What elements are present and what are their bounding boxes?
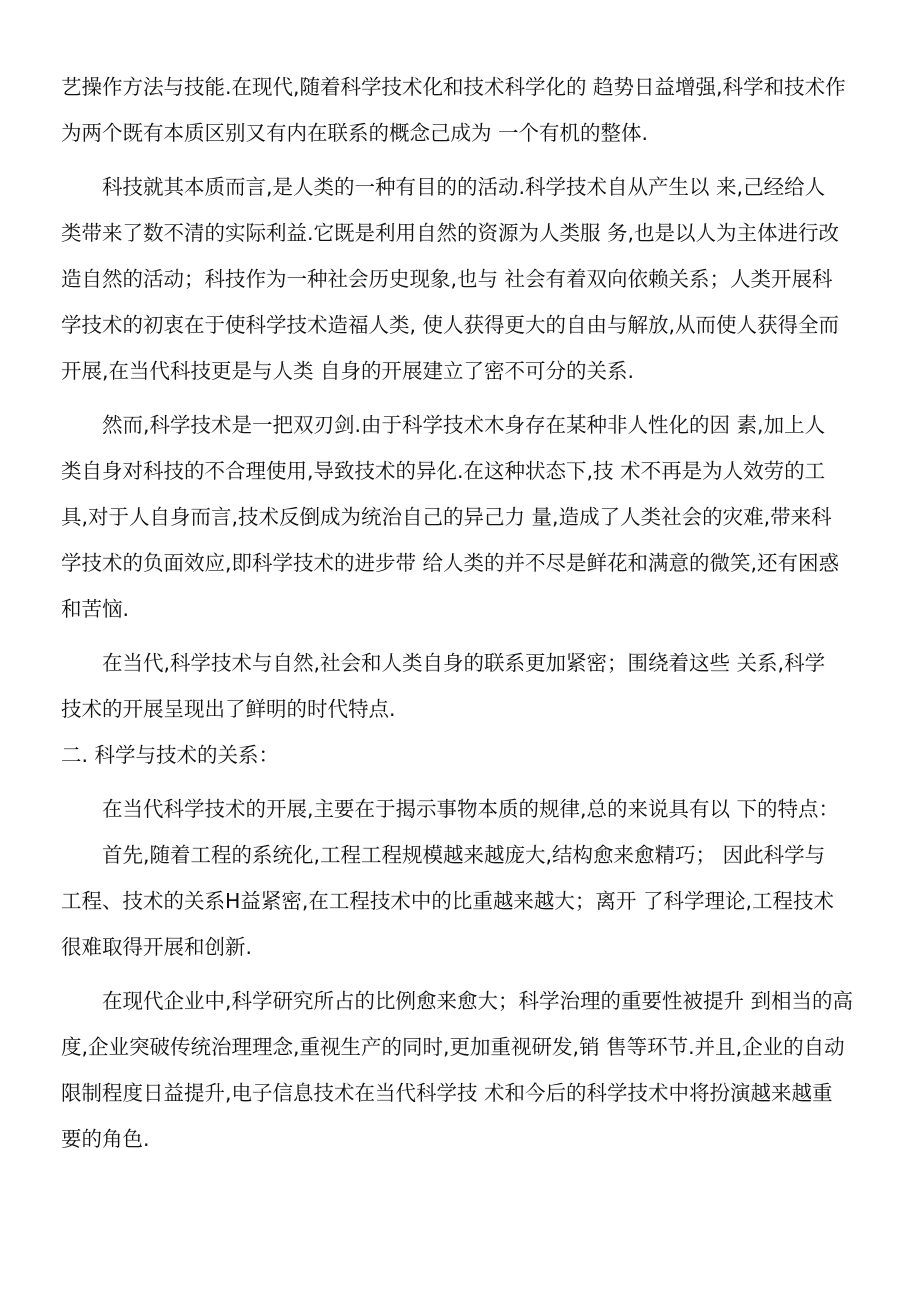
text-line: 很难取得开展和创新. xyxy=(61,935,253,959)
text-line: 在当代科学技术的开展,主要在于揭示事物本质的规律,总的来说具有以 下的特点： xyxy=(102,797,840,821)
text-line: 艺操作方法与技能.在现代,随着科学技术化和技术科学化的 趋势日益增强,科学和技术作 xyxy=(61,75,846,99)
document-body xyxy=(61,64,861,1162)
text-line: 学技术的初衷在于使科学技术造福人类, 使人获得更大的自由与解放,从而使人获得全而 xyxy=(61,313,840,337)
text-line: 类带来了数不清的实际利益.它既是利用自然的资源为人类服 务,也是以人为主体进行改 xyxy=(61,221,840,245)
text-line: 首先,随着工程的系统化,工程工程规模越来越庞大,结构愈来愈精巧； 因此科学与 xyxy=(102,843,826,867)
text-line: 类自身对科技的不合理使用,导致技术的异化.在这种状态下,技 术不再是为人效劳的工 xyxy=(61,459,826,483)
text-line: 然而,科学技术是一把双刃剑.由于科学技术木身存在某种非人性化的因 素,加上人 xyxy=(102,413,826,437)
text-line: 造自然的活动；科技作为一种社会历史现象,也与 社会有着双向依赖关系；人类开展科 xyxy=(61,267,833,291)
text-line: 为两个既有本质区别又有内在联系的概念己成为 一个有机的整体. xyxy=(61,121,649,145)
text-line: 在现代企业中,科学研究所占的比例愈来愈大；科学治理的重要性被提升 到相当的高 xyxy=(102,989,854,1013)
text-line: 技术的开展呈现出了鲜明的时代特点. xyxy=(61,697,396,721)
section-heading: 二. 科学与技术的关系： xyxy=(61,743,280,767)
text-line: 在当代,科学技术与自然,社会和人类自身的联系更加紧密；围绕着这些 关系,科学 xyxy=(102,651,826,675)
text-line: 要的角色. xyxy=(61,1127,150,1151)
text-line: 度,企业突破传统治理理念,重视生产的同时,更加重视研发,销 售等环节.并且,企业的自动 xyxy=(61,1035,845,1059)
text-line: 限制程度日益提升,电子信息技术在当代科学技 术和今后的科学技术中将扮演越来越重 xyxy=(61,1081,833,1105)
text-line: 具,对于人自身而言,技术反倒成为统治自己的异己力 量,造成了人类社会的灾难,带来科 xyxy=(61,505,832,529)
text-line: 和苦恼. xyxy=(61,597,130,621)
text-line: 工程、技术的关系H益紧密,在工程技术中的比重越来越大；离开 了科学理论,工程技术 xyxy=(61,889,834,913)
text-line: 学技术的负面效应,即科学技术的进步带 给人类的并不尽是鲜花和满意的微笑,还有困惑 xyxy=(61,551,840,575)
text-line: 开展,在当代科技更是与人类 自身的开展建立了密不可分的关系. xyxy=(61,359,635,383)
text-line: 科技就其本质而言,是人类的一种有目的的活动.科学技术自从产生以 来,己经给人 xyxy=(102,175,826,199)
